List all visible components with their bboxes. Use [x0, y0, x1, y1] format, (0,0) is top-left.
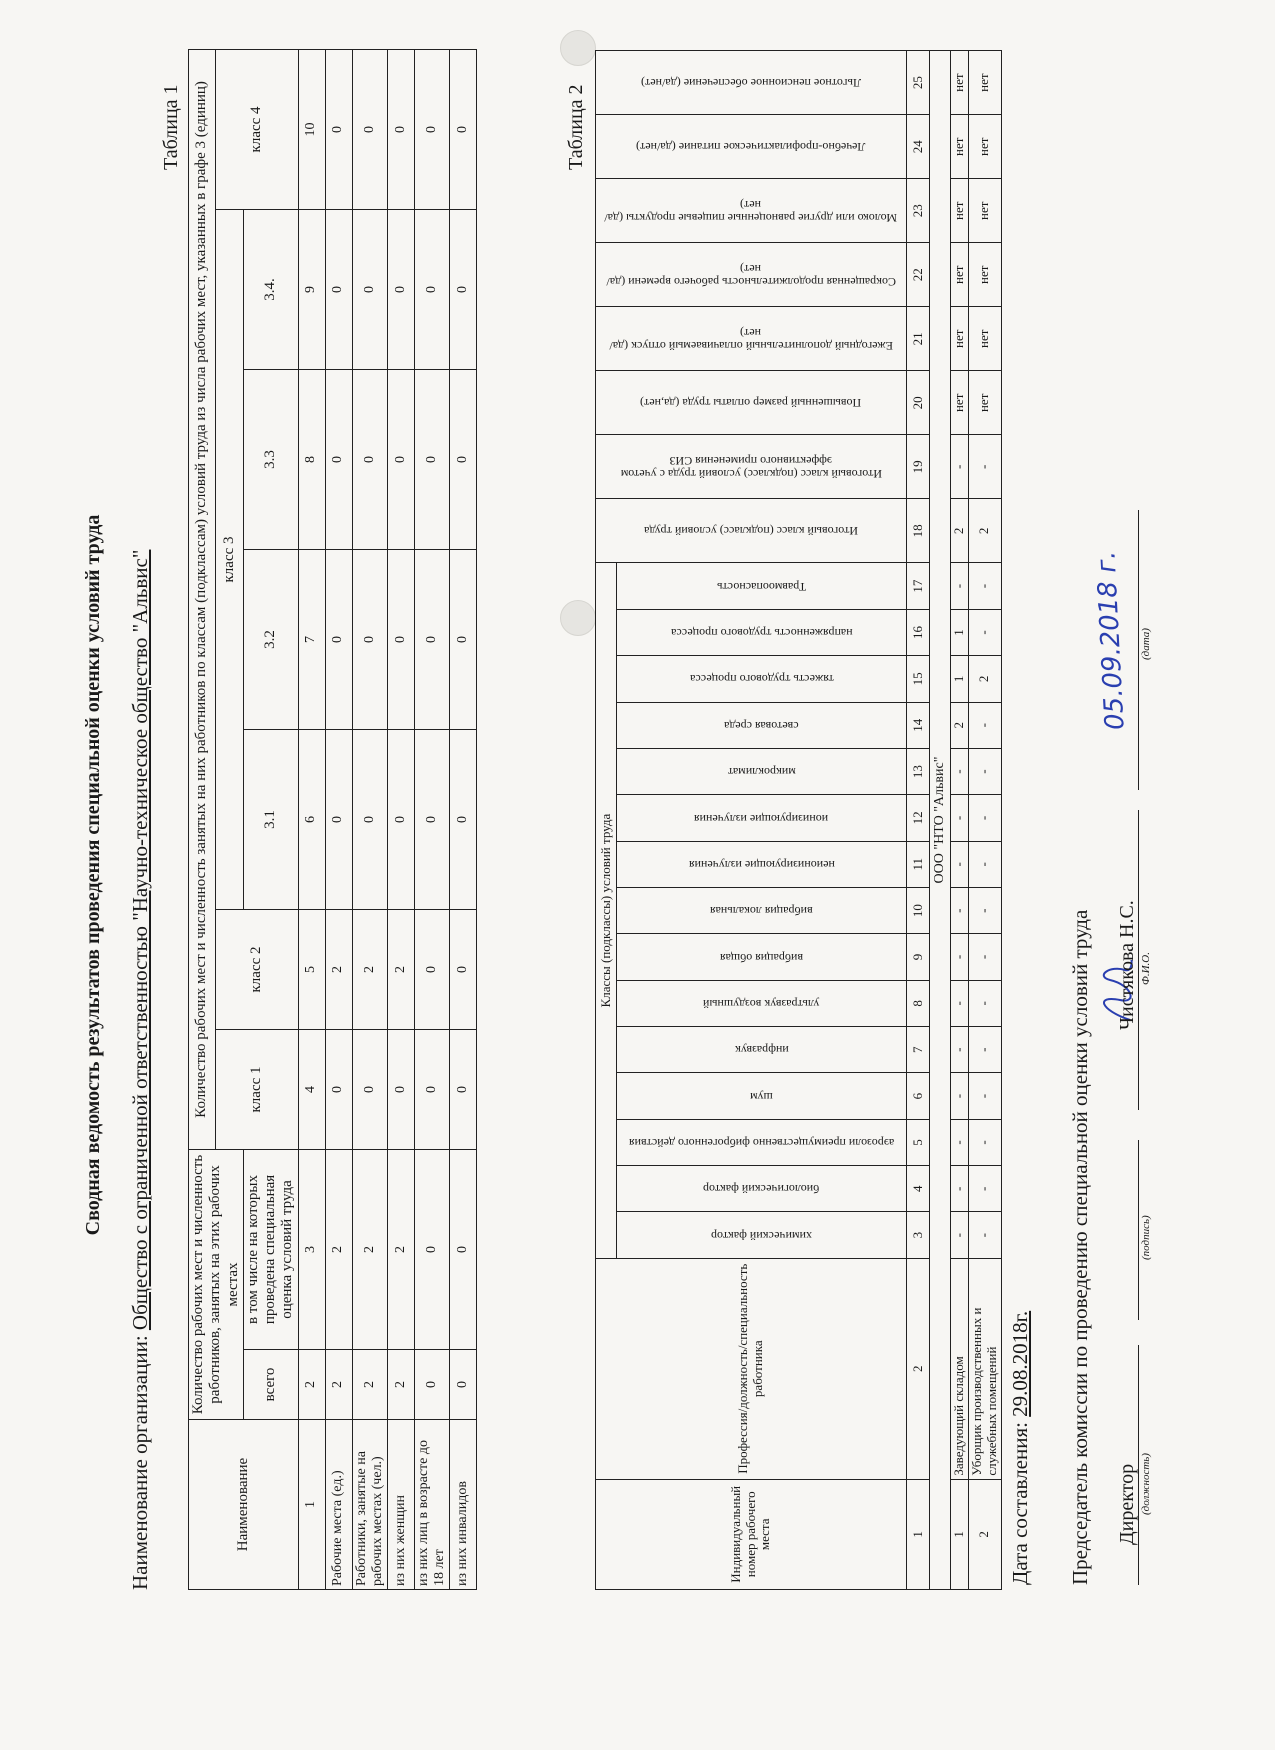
table-cell: 18 [907, 499, 930, 563]
table-cell: 8 [907, 980, 930, 1026]
table-cell: 0 [325, 549, 352, 729]
table-cell: 0 [387, 729, 414, 909]
t1-header-count-group: Количество рабочих мест и численность работников, занятых на этих рабочих местах [189, 1149, 244, 1419]
table-cell: 0 [449, 1350, 476, 1420]
table-cell: 16 [907, 609, 930, 655]
workplaces-table [595, 50, 1002, 1590]
t1-header-sub34: 3.4. [243, 209, 298, 369]
table-cell: 0 [414, 549, 449, 729]
table-cell: 0 [449, 209, 476, 369]
table-cell: - [951, 980, 969, 1026]
table-cell: 0 [352, 1029, 387, 1149]
table-cell: 1 [298, 1420, 325, 1590]
table-cell: 0 [414, 1350, 449, 1420]
table-cell: 0 [387, 209, 414, 369]
table-cell: - [968, 1119, 1001, 1165]
table-cell: - [968, 1073, 1001, 1119]
t1-header-class3: класс 3 [216, 209, 244, 909]
table-cell: нет [968, 179, 1001, 243]
table-cell: - [951, 563, 969, 609]
table-cell: - [968, 841, 1001, 887]
table-cell: нет [951, 179, 969, 243]
table-cell: 5 [907, 1119, 930, 1165]
table-cell: - [951, 1027, 969, 1073]
fio-caption: Ф.И.О. [1140, 952, 1152, 985]
organization-value: Общество с ограниченной ответственностью "Научно-техническое общество "Альвис" [128, 549, 152, 1331]
table-cell: 0 [449, 1029, 476, 1149]
t2-factor-4: биологический фактор [617, 1166, 907, 1212]
t2-header-extra-24: Лечебно-профилактическое питание (да/нет) [596, 115, 907, 179]
table-cell: - [951, 1073, 969, 1119]
signature-caption: (подпись) [1140, 1215, 1152, 1260]
t1-header-classes-group: Количество рабочих мест и численность занятых на них работников по классам (подклассам) условий труда из числа рабочих мест, указанных в графе 3 (единиц) [189, 49, 216, 1149]
table-cell: 7 [907, 1027, 930, 1073]
t2-header-extra-19: Итоговый класс (подкласс) условий труда с учетом эффективного применения СИЗ [596, 435, 907, 499]
table-cell: 2 [352, 1149, 387, 1349]
table-row [951, 51, 969, 1590]
table-cell: 2 [387, 909, 414, 1029]
t2-factor-16: напряженность трудового процесса [617, 609, 907, 655]
organization-line [128, 550, 153, 1590]
workplace-name: Уборщик производственных и служебных помещений [968, 1258, 1001, 1479]
table-cell: 19 [907, 435, 930, 499]
table-cell: нет [951, 371, 969, 435]
t2-factor-15: тяжесть трудового процесса [617, 656, 907, 702]
table-cell: 2 [387, 1350, 414, 1420]
t1-header-name: Наименование [189, 1420, 299, 1590]
table-cell: - [968, 609, 1001, 655]
organization-row: ООО "НТО "Альвис" [930, 51, 951, 1590]
table-cell: 2 [352, 1350, 387, 1420]
table-cell: 22 [907, 243, 930, 307]
table-cell: нет [951, 307, 969, 371]
t1-header-class2: класс 2 [216, 909, 299, 1029]
table-cell: 11 [907, 841, 930, 887]
table-cell: - [951, 748, 969, 794]
table-cell: - [951, 795, 969, 841]
table-cell: 0 [414, 209, 449, 369]
t2-factor-3: химический фактор [617, 1212, 907, 1258]
table-cell: 6 [298, 729, 325, 909]
table-cell: - [968, 1166, 1001, 1212]
t2-factor-5: аэрозоли преимущественно фиброгенного действия [617, 1119, 907, 1165]
table-cell: 0 [449, 909, 476, 1029]
table-cell: 3 [907, 1212, 930, 1258]
t2-factor-9: вибрация общая [617, 934, 907, 980]
table-cell: - [951, 887, 969, 933]
t2-factor-10: вибрация локальная [617, 887, 907, 933]
table-cell: нет [968, 371, 1001, 435]
table-cell: 13 [907, 748, 930, 794]
table-cell: 0 [414, 49, 449, 209]
table-cell: 0 [325, 729, 352, 909]
table-cell: 1 [951, 609, 969, 655]
table-cell: 15 [907, 656, 930, 702]
t2-factor-8: ультразвук воздушный [617, 980, 907, 1026]
table-cell: 0 [387, 549, 414, 729]
row-name: из них женщин [387, 1420, 414, 1590]
workplace-id: 2 [968, 1479, 1001, 1589]
date-caption: (дата) [1140, 628, 1152, 660]
table-cell: 5 [298, 909, 325, 1029]
organization-label: Наименование организации: [128, 1335, 152, 1590]
t2-factor-6: шум [617, 1073, 907, 1119]
row-name: из них инвалидов [449, 1420, 476, 1590]
table-cell: нет [968, 243, 1001, 307]
table-cell: - [968, 887, 1001, 933]
table-cell: 3 [298, 1149, 325, 1349]
row-name: Рабочие места (ед.) [325, 1420, 352, 1590]
table-cell: 2 [325, 1350, 352, 1420]
compile-date-label: Дата составления: [1008, 1422, 1032, 1585]
table-cell: 12 [907, 795, 930, 841]
t2-factor-17: Травмоопасность [617, 563, 907, 609]
table-cell: - [968, 702, 1001, 748]
t2-header-classes-group: Классы (подклассы) условий труда [596, 563, 617, 1258]
table-cell: 20 [907, 371, 930, 435]
table-cell: нет [968, 115, 1001, 179]
t2-factor-12: ионизирующие излучения [617, 795, 907, 841]
workplace-name: Заведующий складом [951, 1258, 969, 1479]
table-cell: - [951, 1212, 969, 1258]
table-cell: 0 [414, 1149, 449, 1349]
table-row [387, 49, 414, 1589]
table-cell: 2 [352, 909, 387, 1029]
table2-label: Таблица 2 [565, 84, 587, 170]
t2-header-extra-23: Молоко или другие равноценные пищевые продукты (да/нет) [596, 179, 907, 243]
t2-index-row [907, 51, 930, 1590]
t2-org-row [930, 51, 951, 1590]
table-cell: 23 [907, 179, 930, 243]
table-cell: 0 [387, 49, 414, 209]
table-cell: 0 [352, 49, 387, 209]
table-cell: 4 [907, 1166, 930, 1212]
table-cell: - [968, 980, 1001, 1026]
table1-label: Таблица 1 [160, 84, 182, 170]
table-cell: нет [968, 307, 1001, 371]
table-cell: 10 [907, 887, 930, 933]
table-cell: 2 [387, 1149, 414, 1349]
table-cell: нет [951, 243, 969, 307]
table-cell: 25 [907, 51, 930, 115]
table-cell: 0 [325, 209, 352, 369]
table-cell: 0 [325, 1029, 352, 1149]
document-title: Сводная ведомость результатов проведения специальной оценки условий труда [82, 514, 104, 1236]
t2-header-id: Индивидуальный номер рабочего места [596, 1479, 907, 1589]
table-cell: нет [951, 51, 969, 115]
compile-date-value: 29.08.2018г. [1008, 1310, 1032, 1417]
workplace-id: 1 [951, 1479, 969, 1589]
table-cell: 0 [352, 209, 387, 369]
fio-field [1116, 810, 1139, 1110]
table-cell: 0 [387, 1029, 414, 1149]
position-caption: (должность) [1140, 1453, 1152, 1515]
t1-header-class1: класс 1 [216, 1029, 299, 1149]
table-cell: 10 [298, 49, 325, 209]
fio-value: Чистякова Н.С. [1116, 900, 1138, 1030]
table-cell: 6 [907, 1073, 930, 1119]
table-cell: 0 [414, 909, 449, 1029]
table-cell: 0 [414, 1029, 449, 1149]
table-cell: 24 [907, 115, 930, 179]
table-cell: 7 [298, 549, 325, 729]
table-cell: 2 [325, 1149, 352, 1349]
t1-header-sub31: 3.1 [243, 729, 298, 909]
t2-header-profession: Профессия/должность/специальность работника [596, 1258, 907, 1479]
table-cell: 0 [387, 369, 414, 549]
t2-header-extra-21: Ежегодный дополнительный оплачиваемый отпуск (да/нет) [596, 307, 907, 371]
table-cell: 0 [325, 49, 352, 209]
table-cell: 9 [907, 934, 930, 980]
table-cell: 0 [449, 549, 476, 729]
table-cell: 0 [449, 729, 476, 909]
row-name: из них лиц в возрасте до 18 лет [414, 1420, 449, 1590]
chair-label: Председатель комиссии по проведению специальной оценки условий труда [1068, 909, 1092, 1585]
t2-header-extra-22: Сокращенная продолжительность рабочего времени (да/нет) [596, 243, 907, 307]
table-cell: 2 [968, 656, 1001, 702]
table-cell: - [968, 1027, 1001, 1073]
table-cell: - [951, 1119, 969, 1165]
table-cell: 8 [298, 369, 325, 549]
table-cell: нет [951, 115, 969, 179]
table-cell: 2 [951, 702, 969, 748]
table-cell: 21 [907, 307, 930, 371]
table-row [352, 49, 387, 1589]
position-field [1116, 1345, 1139, 1585]
table-cell: 2 [951, 499, 969, 563]
row-name: Работники, занятые на рабочих местах (чел.) [352, 1420, 387, 1590]
table-cell: - [968, 934, 1001, 980]
table-cell: - [951, 841, 969, 887]
t1-header-sub32: 3.2 [243, 549, 298, 729]
table-cell: 0 [449, 369, 476, 549]
compile-date-line [1008, 1311, 1033, 1585]
t1-header-total: всего [243, 1350, 298, 1420]
table-row [968, 51, 1001, 1590]
table-cell: 4 [298, 1029, 325, 1149]
table-row [414, 49, 449, 1589]
table-cell: 17 [907, 563, 930, 609]
table-cell: - [951, 934, 969, 980]
table-cell: 0 [352, 729, 387, 909]
table-cell: 0 [352, 369, 387, 549]
table-cell: - [968, 1212, 1001, 1258]
table-cell: 0 [449, 1149, 476, 1349]
t2-factor-13: микроклимат [617, 748, 907, 794]
table-cell: - [951, 1166, 969, 1212]
t2-factor-14: световая среда [617, 702, 907, 748]
t2-header-extra-20: Повышенный размер оплаты труда (да,нет) [596, 371, 907, 435]
table-cell: 0 [414, 729, 449, 909]
t1-header-assessed: в том числе на которых проведена специальная оценка условий труда [243, 1149, 298, 1349]
t2-header-extra-18: Итоговый класс (подкласс) условий труда [596, 499, 907, 563]
table-cell: - [968, 795, 1001, 841]
t2-factor-7: инфразвук [617, 1027, 907, 1073]
signature-field [1116, 1140, 1139, 1320]
t2-factor-11: неионизирующие излучения [617, 841, 907, 887]
table-cell: 14 [907, 702, 930, 748]
t2-header-extra-25: Льготное пенсионное обеспечение (да/нет) [596, 51, 907, 115]
table-row [325, 49, 352, 1589]
table-cell: 2 [968, 499, 1001, 563]
position-value: Директор [1116, 1463, 1138, 1545]
table-cell: 0 [352, 549, 387, 729]
table-cell: 1 [951, 656, 969, 702]
table-cell: 0 [449, 49, 476, 209]
t1-index-row [298, 49, 325, 1589]
t1-header-sub33: 3.3 [243, 369, 298, 549]
table-cell: 0 [414, 369, 449, 549]
table-cell: нет [968, 51, 1001, 115]
table-cell: 2 [298, 1350, 325, 1420]
table-cell: 1 [907, 1479, 930, 1589]
table-cell: - [968, 435, 1001, 499]
table-cell: 9 [298, 209, 325, 369]
t1-header-class4: класс 4 [216, 49, 299, 209]
table-cell: 0 [325, 369, 352, 549]
table-cell: - [951, 435, 969, 499]
table-cell: 2 [907, 1258, 930, 1479]
table-row [449, 49, 476, 1589]
table-cell: - [968, 563, 1001, 609]
handwritten-date: 05.09.2018 г. [1091, 550, 1131, 731]
summary-table [188, 49, 477, 1590]
table-cell: - [968, 748, 1001, 794]
table-cell: 2 [325, 909, 352, 1029]
